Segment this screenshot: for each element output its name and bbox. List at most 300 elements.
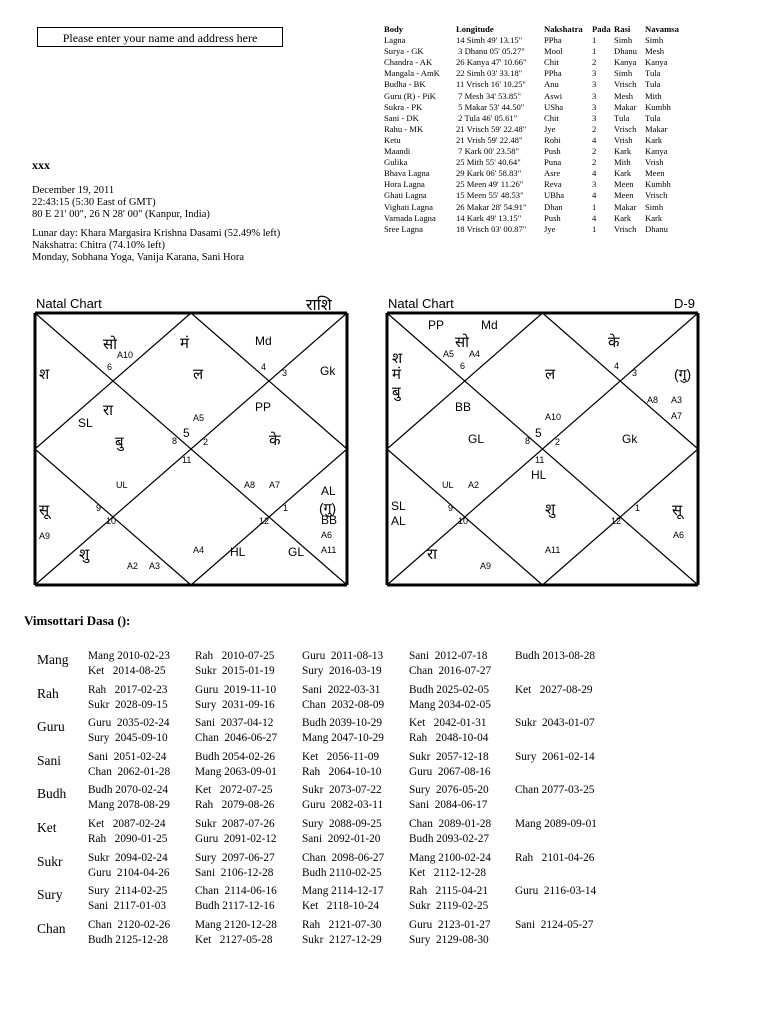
dasa-period-cell	[302, 783, 383, 813]
planet-cell: Makar	[614, 101, 637, 112]
dasa-period: Mang 2078-08-29	[88, 799, 170, 812]
chart-label: (गु)	[674, 366, 692, 382]
chart-label: 5	[183, 426, 190, 440]
chart-label: 9	[448, 503, 454, 513]
chart-label: GL	[288, 545, 305, 559]
dasa-period: Sani 2051-02-24	[88, 750, 167, 763]
chart-label: HL	[230, 545, 246, 559]
dasa-period: Mang 2100-02-24	[409, 851, 491, 864]
lunar-day: Lunar day: Khara Margasira Krishna Dasami (52.49% left)	[32, 228, 281, 239]
planet-cell: Budha - BK	[384, 79, 426, 90]
dasa-period: Chan 2077-03-25	[515, 784, 595, 797]
chart-label: A11	[321, 545, 337, 555]
planet-cell: Kanya	[645, 146, 668, 157]
chart-label: शु	[79, 546, 90, 563]
chart-label: श	[392, 350, 403, 367]
chart-label: 3	[282, 368, 288, 378]
chart-label: A10	[117, 350, 134, 360]
chart-label: A6	[673, 530, 685, 540]
planet-cell: 11 Vrisch 16' 10.25"	[456, 79, 526, 90]
planet-cell: Kark	[614, 168, 632, 179]
chart-label: सो	[103, 336, 118, 353]
dasa-period: Sury 2076-05-20	[409, 784, 489, 797]
dasa-period-cell	[302, 851, 384, 881]
planet-cell: 3 Dhanu 05' 05.27"	[456, 46, 525, 57]
chart-label: 11	[535, 455, 545, 465]
native-name: xxx	[32, 158, 50, 172]
dasa-period-cell	[88, 649, 170, 679]
yoga-line: Monday, Sobhana Yoga, Vanija Karana, Sani Hora	[32, 252, 245, 263]
planet-cell: 21 Vrisch 59' 22.48"	[456, 123, 527, 134]
chart-label: 4	[261, 362, 267, 372]
dasa-period-cell	[88, 716, 170, 746]
planet-cell: Reva	[544, 179, 562, 190]
planet-cell: Mool	[544, 46, 563, 57]
dasa-period-cell	[409, 918, 491, 948]
chart-label: 11	[182, 455, 192, 465]
dasa-period-cell	[515, 649, 595, 664]
planet-cell: 29 Kark 06' 58.83"	[456, 168, 522, 179]
dasa-period-cell	[88, 783, 170, 813]
planet-cell: Surya - GK	[384, 46, 424, 57]
planet-cell: Mith	[614, 157, 631, 168]
dasa-period: Ket 2087-02-24	[88, 818, 166, 830]
chart-label: A9	[39, 531, 51, 541]
planet-cell: Dhanu	[614, 46, 637, 57]
dasa-period-cell	[409, 716, 488, 746]
planet-row	[384, 135, 685, 146]
planet-cell: Simh	[645, 35, 664, 46]
dasa-period: Chan 2089-01-28	[409, 818, 492, 830]
vimsottari-title: Vimsottari Dasa ():	[24, 613, 131, 628]
dasa-lord: Sani	[37, 752, 62, 768]
dasa-period-cell	[409, 750, 491, 780]
dasa-period: Budh 2125-12-28	[88, 933, 169, 946]
dasa-period: Sukr 2087-07-26	[195, 818, 275, 830]
planet-cell: 3	[592, 79, 597, 90]
planet-table-header	[384, 24, 685, 35]
dasa-period: Sury 2129-08-30	[409, 933, 489, 946]
chart-label: SL	[391, 499, 406, 513]
dasa-period: Guru 2116-03-14	[515, 885, 597, 898]
dasa-period: Sani 2022-03-31	[302, 683, 381, 696]
dasa-period-cell	[515, 750, 595, 765]
chart-label: PP	[428, 318, 445, 332]
dasa-row	[37, 715, 737, 747]
dasa-period-cell	[302, 716, 384, 746]
dasa-period: Sury 2088-09-25	[302, 818, 382, 830]
dasa-period-cell	[409, 783, 489, 813]
chart-label: 4	[614, 361, 620, 371]
dasa-period: Mang 2047-10-29	[302, 732, 384, 745]
planet-cell: Kumbh	[645, 101, 671, 112]
chart-label: A10	[545, 412, 562, 422]
chart-label: 10	[106, 516, 117, 526]
dasa-period: Mang 2120-12-28	[195, 918, 277, 931]
dasa-period: Budh 2070-02-24	[88, 784, 169, 797]
dasa-period: Sani 2124-05-27	[515, 918, 594, 931]
planet-row	[384, 224, 685, 235]
nakshatra: Nakshatra: Chitra (74.10% left)	[32, 240, 165, 251]
chart-label: A5	[443, 349, 455, 359]
planet-cell: Vrisch	[614, 123, 637, 134]
chart-label: सू	[39, 502, 50, 519]
chart-label: BB	[321, 513, 338, 527]
dasa-period: Ket 2042-01-31	[409, 717, 487, 730]
chart-label: 12	[259, 516, 270, 526]
chart-label: (गु)	[319, 500, 337, 516]
planet-cell: Mith	[645, 90, 662, 101]
chart-label: 1	[283, 503, 289, 513]
planet-cell: 2	[592, 57, 597, 68]
chart-label: 12	[611, 516, 622, 526]
dasa-period: Mang 2114-12-17	[302, 885, 384, 898]
chart-label: Md	[255, 334, 272, 348]
dasa-period: Sukr 2057-12-18	[409, 750, 489, 763]
dasa-period: Guru 2035-02-24	[88, 717, 170, 730]
planet-cell: 26 Makar 28' 54.91"	[456, 201, 527, 212]
dasa-period-cell	[515, 783, 594, 798]
planet-row	[384, 35, 685, 46]
planet-cell: Vrisch	[645, 190, 668, 201]
dasa-period: Sani 2117-01-03	[88, 900, 167, 913]
dasa-period: Sury 2114-02-25	[88, 885, 168, 898]
d9-chart-label: D-9	[674, 296, 695, 311]
planet-cell: Kark	[645, 134, 663, 145]
planet-row	[384, 57, 685, 68]
chart-label: UL	[116, 480, 128, 490]
planet-cell: Kark	[614, 146, 632, 157]
chart-label: श	[39, 366, 50, 383]
chart-label: 1	[635, 503, 641, 513]
planet-cell: Sani - DK	[384, 112, 419, 123]
dasa-period: Sani 2106-12-28	[195, 866, 274, 879]
planet-cell: Gulika	[384, 157, 408, 168]
chart-label: 5	[535, 426, 542, 440]
dasa-period: Ket 2027-08-29	[515, 683, 593, 696]
col-pada: Pada	[592, 24, 611, 34]
planet-cell: 1	[592, 46, 597, 57]
chart-label: के	[269, 432, 281, 449]
dasa-period-cell	[515, 817, 597, 832]
dasa-period: Rah 2064-10-10	[302, 765, 382, 778]
chart-label: BB	[455, 400, 472, 414]
col-rasi: Rasi	[614, 24, 631, 34]
dasa-period: Sani 2092-01-20	[302, 833, 381, 845]
planet-row	[384, 102, 685, 113]
dasa-period: Ket 2014-08-25	[88, 665, 166, 677]
dasa-period: Rah 2017-02-23	[88, 683, 168, 696]
chart-label: A8	[244, 480, 256, 490]
dasa-period: Sukr 2119-02-25	[409, 900, 489, 913]
dasa-period: Mang 2063-09-01	[195, 765, 277, 778]
dasa-row	[37, 850, 737, 882]
dasa-period: Mang 2034-02-05	[409, 698, 491, 711]
chart-label: मं	[392, 366, 401, 383]
dasa-period-cell	[195, 750, 277, 780]
planet-row	[384, 113, 685, 124]
chart-label: के	[608, 334, 620, 351]
planet-cell: Jye	[544, 223, 556, 234]
dasa-period: Sukr 2073-07-22	[302, 784, 382, 797]
dasa-period: Mang 2010-02-23	[88, 650, 170, 662]
dasa-period-cell	[302, 750, 381, 780]
planet-cell: Asre	[544, 168, 561, 179]
dasa-period-cell	[515, 683, 593, 698]
dasa-period: Sury 2016-03-19	[302, 665, 382, 677]
dasa-period: Guru 2104-04-26	[88, 866, 170, 879]
dasa-period-cell	[515, 716, 595, 731]
rasi-chart	[33, 311, 349, 587]
dasa-period: Chan 2114-06-16	[195, 885, 277, 898]
chart-label: सू	[672, 502, 683, 519]
planet-cell: Anu	[544, 79, 559, 90]
dasa-period: Mang 2089-09-01	[515, 818, 597, 830]
chart-label: 8	[172, 436, 178, 446]
dasa-period-cell	[302, 649, 383, 679]
col-longitude: Longitude	[456, 24, 494, 34]
planet-cell: Ketu	[384, 134, 401, 145]
dasa-period-cell	[88, 918, 170, 948]
dasa-period: Budh 2117-12-16	[195, 900, 275, 913]
chart-label: 3	[632, 368, 638, 378]
planet-cell: Simh	[614, 35, 633, 46]
dasa-period-cell	[195, 683, 276, 713]
planet-cell: Dhanu	[645, 223, 668, 234]
planet-cell: Meen	[614, 190, 634, 201]
planet-row	[384, 124, 685, 135]
planet-cell: 1	[592, 201, 597, 212]
dasa-period-cell	[515, 884, 596, 899]
planet-cell: Push	[544, 146, 561, 157]
chart-label: A4	[193, 545, 205, 555]
chart-label: A4	[469, 349, 481, 359]
planet-cell: Vighati Lagna	[384, 201, 433, 212]
dasa-period: Budh 2110-02-25	[302, 866, 382, 879]
dasa-period-cell	[195, 817, 277, 847]
d9-chart	[385, 311, 700, 587]
chart-label: Gk	[622, 432, 638, 446]
planet-cell: 4	[592, 168, 597, 179]
planet-cell: 3	[592, 101, 597, 112]
birth-time: 22:43:15 (5:30 East of GMT)	[32, 197, 156, 208]
dasa-row	[37, 883, 737, 915]
dasa-row	[37, 917, 737, 949]
dasa-lord: Budh	[37, 786, 67, 802]
planet-cell: Vrisch	[614, 223, 637, 234]
planet-cell: Jye	[544, 123, 556, 134]
dasa-period: Sury 2045-09-10	[88, 732, 168, 745]
dasa-period-cell	[302, 683, 384, 713]
planet-row	[384, 157, 685, 168]
dasa-period: Ket 2072-07-25	[195, 784, 273, 797]
dasa-lord: Chan	[37, 920, 66, 936]
dasa-row	[37, 816, 737, 848]
planet-cell: UBha	[544, 190, 565, 201]
dasa-period-cell	[195, 851, 275, 881]
dasa-period-cell	[88, 750, 170, 780]
chart-label: 8	[525, 436, 531, 446]
dasa-period-cell	[302, 817, 382, 847]
planet-cell: 3	[592, 90, 597, 101]
dasa-lord: Rah	[37, 685, 59, 701]
dasa-period: Sukr 2094-02-24	[88, 851, 168, 864]
dasa-period: Chan 2120-02-26	[88, 918, 171, 931]
chart-label: 9	[96, 503, 102, 513]
planet-cell: 22 Simh 03' 33.18"	[456, 68, 523, 79]
dasa-period: Guru 2011-08-13	[302, 650, 384, 662]
planet-cell: Sukra - PK	[384, 101, 423, 112]
col-body: Body	[384, 24, 404, 34]
planet-cell: Guru (R) - PiK	[384, 90, 436, 101]
birth-date: December 19, 2011	[32, 185, 115, 196]
planet-cell: 18 Vrisch 03' 00.87"	[456, 223, 527, 234]
planet-cell: Puna	[544, 157, 562, 168]
planet-cell: Meen	[614, 179, 634, 190]
chart-label: ल	[193, 366, 204, 383]
chart-label: PP	[255, 400, 272, 414]
planet-cell: PPha	[544, 35, 562, 46]
chart-label: A6	[321, 530, 333, 540]
planet-cell: Vrish	[645, 157, 664, 168]
dasa-period-cell	[302, 918, 382, 948]
planet-cell: Rahu - MK	[384, 123, 424, 134]
planet-cell: 2	[592, 123, 597, 134]
planet-row	[384, 179, 685, 190]
dasa-period: Budh 2025-02-05	[409, 683, 490, 696]
planet-cell: 14 Simh 49' 13.15"	[456, 35, 523, 46]
dasa-period: Chan 2098-06-27	[302, 851, 385, 864]
chart-label: 10	[458, 516, 469, 526]
dasa-period: Budh 2054-02-26	[195, 750, 276, 763]
planet-cell: Varnada Lagna	[384, 212, 436, 223]
chart-label: SL	[78, 416, 93, 430]
planet-cell: 7 Mesh 34' 53.85"	[456, 90, 521, 101]
chart-label: 2	[203, 437, 209, 447]
dasa-period-cell	[195, 783, 274, 813]
dasa-period: Sury 2031-09-16	[195, 698, 275, 711]
chart-label: A2	[468, 480, 480, 490]
planet-cell: Simh	[645, 201, 664, 212]
dasa-period-cell	[195, 716, 277, 746]
dasa-period: Guru 2067-08-16	[409, 765, 491, 778]
planet-cell: Chit	[544, 57, 559, 68]
chart-label: सो	[455, 334, 470, 351]
chart-label: रा	[103, 402, 114, 419]
planet-row	[384, 168, 685, 179]
chart-label: A7	[671, 411, 683, 421]
dasa-period: Budh 2039-10-29	[302, 717, 383, 730]
planet-cell: Hora Lagna	[384, 179, 425, 190]
dasa-period: Ket 2112-12-28	[409, 866, 487, 879]
dasa-period-cell	[195, 884, 277, 914]
dasa-period: Chan 2016-07-27	[409, 665, 492, 677]
chart-label: A8	[647, 395, 659, 405]
dasa-period: Sury 2097-06-27	[195, 851, 275, 864]
planet-row	[384, 146, 685, 157]
planet-cell: Makar	[614, 201, 637, 212]
dasa-period-cell	[409, 884, 488, 914]
planet-cell: USha	[544, 101, 564, 112]
planet-cell: 4	[592, 134, 597, 145]
planet-cell: 4	[592, 190, 597, 201]
planet-table	[384, 24, 685, 235]
dasa-period-cell	[88, 884, 167, 914]
name-address-box[interactable]: Please enter your name and address here	[37, 27, 283, 47]
planet-cell: Vrish	[614, 134, 633, 145]
dasa-period: Sani 2012-07-18	[409, 650, 488, 662]
natal-chart-title: Natal Chart	[36, 296, 102, 311]
col-nakshatra: Nakshatra	[544, 24, 583, 34]
planet-cell: Kanya	[645, 57, 668, 68]
planet-cell: 14 Kark 49' 13.15"	[456, 212, 522, 223]
planet-cell: 2 Tula 46' 05.61"	[456, 112, 518, 123]
chart-label: बु	[115, 434, 124, 451]
col-navamsa: Navamsa	[645, 24, 679, 34]
chart-label: AL	[391, 514, 406, 528]
dasa-row	[37, 648, 737, 680]
planet-row	[384, 46, 685, 57]
planet-row	[384, 213, 685, 224]
planet-cell: Vrisch	[614, 79, 637, 90]
dasa-period-cell	[515, 918, 593, 933]
planet-row	[384, 202, 685, 213]
planet-cell: Sree Lagna	[384, 223, 423, 234]
planet-cell: Ghati Lagna	[384, 190, 427, 201]
planet-cell: 26 Kanya 47' 10.66"	[456, 57, 527, 68]
dasa-period: Guru 2091-02-12	[195, 833, 277, 845]
chart-label: मं	[180, 335, 189, 352]
dasa-period: Sukr 2043-01-07	[515, 717, 595, 730]
chart-label: 6	[107, 362, 113, 372]
planet-cell: Rohi	[544, 134, 561, 145]
dasa-period-cell	[409, 649, 491, 679]
planet-cell: 1	[592, 223, 597, 234]
dasa-period: Guru 2082-03-11	[302, 799, 384, 812]
dasa-period-cell	[195, 649, 275, 679]
planet-cell: 15 Meen 55' 48.53"	[456, 190, 524, 201]
chart-label: ल	[545, 366, 556, 383]
dasa-period: Chan 2062-01-28	[88, 765, 171, 778]
dasa-period: Sury 2061-02-14	[515, 750, 595, 763]
dasa-period: Sukr 2015-01-19	[195, 665, 275, 677]
planet-cell: Chit	[544, 112, 559, 123]
chart-label: A5	[193, 413, 205, 423]
chart-label: 2	[555, 437, 561, 447]
dasa-period: Rah 2101-04-26	[515, 851, 595, 864]
dasa-period-cell	[88, 817, 167, 847]
dasa-period: Rah 2010-07-25	[195, 650, 275, 662]
chart-label: A7	[269, 480, 281, 490]
dasa-row	[37, 682, 737, 714]
dasa-period-cell	[409, 817, 491, 847]
planet-cell: PPha	[544, 68, 562, 79]
planet-cell: Simh	[614, 68, 633, 79]
dasa-period-cell	[409, 683, 491, 713]
birth-location: 80 E 21' 00", 26 N 28' 00" (Kanpur, India)	[32, 209, 210, 220]
natal-chart-rasi-label: राशि	[306, 297, 332, 314]
planet-cell: 7 Kark 00' 23.58"	[456, 146, 520, 157]
planet-cell: 1	[592, 35, 597, 46]
dasa-period: Rah 2115-04-21	[409, 885, 488, 898]
planet-cell: Aswi	[544, 90, 563, 101]
planet-cell: Push	[544, 212, 561, 223]
dasa-period: Guru 2019-11-10	[195, 683, 277, 696]
planet-cell: Kark	[645, 212, 663, 223]
dasa-period-cell	[409, 851, 491, 881]
dasa-row	[37, 782, 737, 814]
dasa-lord: Ket	[37, 820, 57, 835]
